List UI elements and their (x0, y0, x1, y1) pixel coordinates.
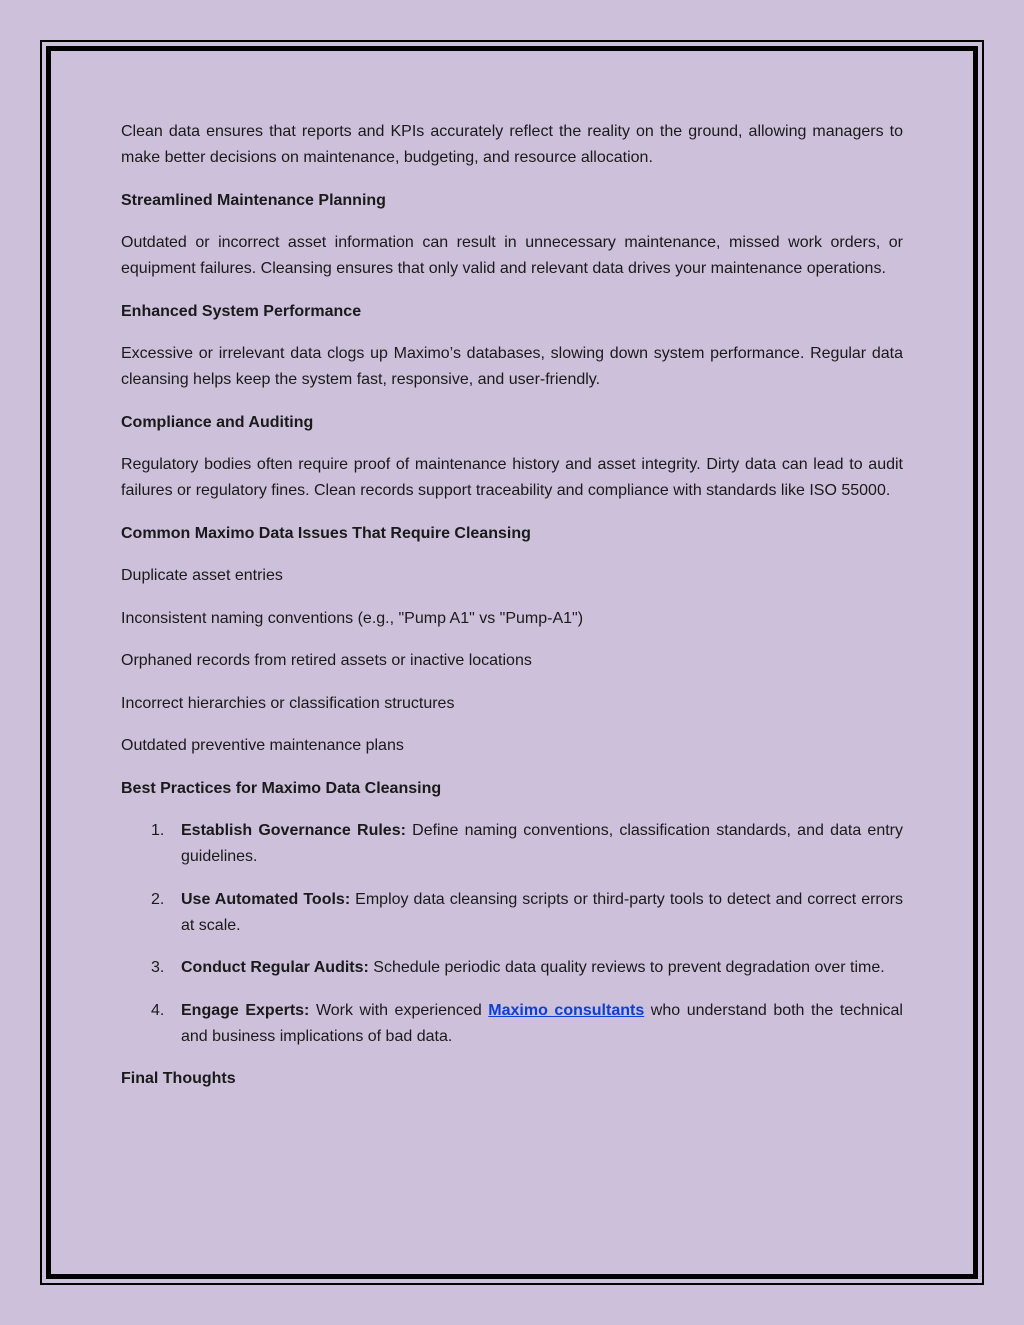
practice-title: Establish Governance Rules: (181, 822, 406, 839)
practice-text-before-link: Work with experienced (315, 1001, 482, 1019)
maximo-consultants-link[interactable]: Maximo consultants (488, 1001, 645, 1019)
practice-item (121, 887, 903, 939)
issue-item: Duplicate asset entries (121, 567, 283, 584)
issue-item: Incorrect hierarchies or classification structures (121, 694, 455, 712)
practice-text: Schedule periodic data quality reviews to prevent degradation over time. (373, 959, 885, 976)
compliance-paragraph: Regulatory bodies often require proof of maintenance history and asset integrity. Dirty data can lead to audit failures or regulatory fines. Clean records support traceability and compliance with standards like ISO 55000. (121, 456, 903, 499)
maintenance-planning-paragraph: Outdated or incorrect asset information can result in unnecessary maintenance, missed work orders, or equipment failures. Cleansing ensures that only valid and relevant data drives your maintenance operations. (121, 234, 903, 277)
heading-compliance-auditing: Compliance and Auditing (121, 413, 314, 431)
heading-common-issues: Common Maximo Data Issues That Require Cleansing (121, 524, 531, 542)
practice-text: Define naming conventions, classification standards, and data entry guidelines. (181, 822, 904, 865)
issue-item: Orphaned records from retired assets or inactive locations (121, 652, 532, 669)
practice-title: Conduct Regular Audits: (181, 959, 369, 976)
practice-item (121, 998, 903, 1050)
heading-final-thoughts: Final Thoughts (121, 1070, 236, 1087)
best-practices-list (121, 818, 903, 1050)
list-number: 3. (151, 959, 165, 976)
issue-item: Outdated preventive maintenance plans (121, 737, 404, 754)
heading-maintenance-planning: Streamlined Maintenance Planning (121, 191, 386, 209)
practice-text-after-link: who understand both the technical and business implications of bad data. (181, 1001, 903, 1045)
list-number: 4. (151, 1001, 165, 1019)
system-performance-paragraph: Excessive or irrelevant data clogs up Maximo’s databases, slowing down system performance. Regular data cleansing helps keep the system fast, responsive, and user-friendly. (121, 345, 903, 388)
practice-text: Employ data cleansing scripts or third-party tools to detect and correct errors at scale. (181, 890, 903, 934)
heading-system-performance: Enhanced System Performance (121, 302, 362, 320)
practice-item (121, 955, 903, 981)
issue-item: Inconsistent naming conventions (e.g., "Pump A1" vs "Pump-A1") (121, 609, 584, 627)
practice-title: Use Automated Tools: (181, 890, 351, 908)
heading-best-practices: Best Practices for Maximo Data Cleansing (121, 779, 442, 797)
intro-paragraph: Clean data ensures that reports and KPIs accurately reflect the reality on the ground, allowing managers to make better decisions on maintenance, budgeting, and resource allocation. (121, 123, 903, 166)
document-body (121, 119, 903, 1109)
list-number: 2. (151, 890, 165, 908)
practice-item (121, 818, 903, 870)
list-number: 1. (151, 822, 165, 839)
practice-title: Engage Experts: (181, 1001, 310, 1019)
